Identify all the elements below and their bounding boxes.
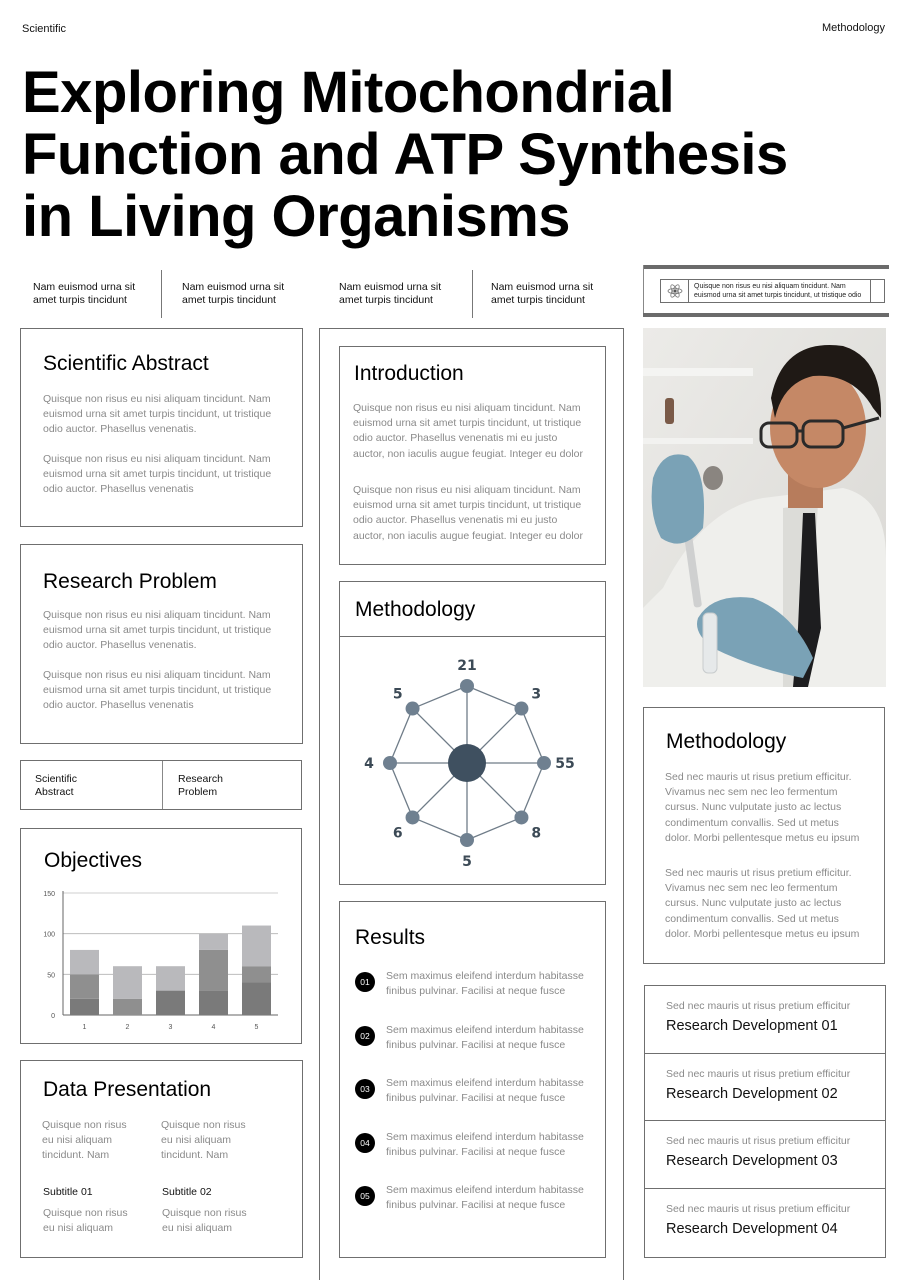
info-line: amet turpis tincidunt xyxy=(339,294,433,306)
info-line: amet turpis tincidunt xyxy=(491,294,585,306)
svg-text:0: 0 xyxy=(51,1013,55,1020)
section-title: Results xyxy=(355,926,426,949)
info-line: Nam euismod urna sit xyxy=(339,281,442,293)
header-left-label: Scientific xyxy=(22,23,67,35)
info-line: amet turpis tincidunt xyxy=(33,294,127,306)
research-problem-card xyxy=(20,544,303,744)
subtitle-01-text: Quisque non risus eu nisi aliquam xyxy=(43,1207,128,1235)
divider xyxy=(340,636,605,637)
result-number-badge: 05 xyxy=(355,1186,375,1206)
methodology-paragraph: Sed nec mauris ut risus pretium efficitur. Vivamus nec sem nec leo fermentum cursus. Nunc vulputate justo ac lectus condimentum convallis. Sed ut metus dolor. Morbi pellentesque metus eu ipsum xyxy=(665,867,860,940)
data-col-2: Quisque non risus eu nisi aliquam tincidunt. Nam xyxy=(161,1119,246,1162)
data-presentation-card xyxy=(20,1060,303,1258)
svg-text:3: 3 xyxy=(531,686,542,703)
section-title: Scientific Abstract xyxy=(43,352,209,375)
title-line: Function and ATP Synthesis xyxy=(22,122,788,187)
atom-icon xyxy=(661,280,689,302)
tab-scientific-abstract[interactable]: Scientific Abstract xyxy=(35,773,78,798)
intro-paragraph: Quisque non risus eu nisi aliquam tincidunt. Nam euismod urna sit amet turpis tincidunt, ut tristique odio auctor. Phasellus venenatis mi eu justo auctor, non iaculis augue feugiat. Integer eu dolor xyxy=(353,402,583,460)
info-line: Nam euismod urna sit xyxy=(491,281,594,293)
result-number-badge: 04 xyxy=(355,1133,375,1153)
result-number-badge: 01 xyxy=(355,972,375,992)
header-right-label: Methodology xyxy=(822,22,885,34)
svg-text:50: 50 xyxy=(47,972,55,980)
info-line: amet turpis tincidunt xyxy=(182,294,276,306)
network-diagram xyxy=(340,638,605,884)
research-development-item[interactable]: Sed nec mauris ut risus pretium efficitur Research Development 01 xyxy=(645,986,885,1054)
research-development-item[interactable]: Sed nec mauris ut risus pretium efficitur Research Development 02 xyxy=(645,1054,885,1122)
info-strip-item xyxy=(491,281,593,307)
info-line: Nam euismod urna sit xyxy=(33,281,136,293)
legend-top-bar xyxy=(643,265,889,269)
page-title xyxy=(22,62,822,248)
divider xyxy=(870,280,871,302)
methodology-diagram-card xyxy=(339,581,606,885)
research-developments-list xyxy=(644,985,886,1258)
objectives-card xyxy=(20,828,302,1044)
divider xyxy=(162,761,163,809)
abstract-paragraph: Quisque non risus eu nisi aliquam tincidunt. Nam euismod urna sit amet turpis tincidunt, ut tristique odio auctor. Phasellus venenatis. xyxy=(43,393,272,436)
methodology-text-card xyxy=(643,707,885,964)
result-item xyxy=(355,972,600,1006)
svg-text:5: 5 xyxy=(462,854,472,870)
result-text: Sem maximus eleifend interdum habitasse finibus pulvinar. Facilisi at neque fusce xyxy=(386,970,584,998)
divider xyxy=(472,270,473,318)
result-text: Sem maximus eleifend interdum habitasse finibus pulvinar. Facilisi at neque fusce xyxy=(386,1130,584,1158)
section-title: Data Presentation xyxy=(43,1078,212,1101)
introduction-card xyxy=(339,346,606,565)
section-title: Research Problem xyxy=(43,570,217,593)
section-title: Introduction xyxy=(354,362,464,385)
result-item xyxy=(355,1130,600,1167)
section-tabs xyxy=(20,760,302,810)
svg-text:4: 4 xyxy=(364,756,374,772)
legend-bottom-bar xyxy=(643,313,889,317)
svg-text:8: 8 xyxy=(531,825,542,842)
svg-text:150: 150 xyxy=(43,891,55,898)
result-text: Sem maximus eleifend interdum habitasse finibus pulvinar. Facilisi at neque fusce xyxy=(386,1184,584,1212)
problem-paragraph: Quisque non risus eu nisi aliquam tincidunt. Nam euismod urna sit amet turpis tincidunt, ut tristique odio auctor. Phasellus venenatis. xyxy=(43,609,272,652)
title-line: in Living Organisms xyxy=(22,184,571,249)
data-col-1: Quisque non risus eu nisi aliquam tincidunt. Nam xyxy=(42,1119,127,1162)
svg-text:1: 1 xyxy=(82,1024,87,1031)
svg-text:100: 100 xyxy=(43,931,55,939)
svg-text:5: 5 xyxy=(254,1024,259,1031)
section-title: Objectives xyxy=(44,849,143,872)
info-strip-item xyxy=(339,281,441,307)
legend-text xyxy=(694,282,864,300)
tab-research-problem[interactable]: Research Problem xyxy=(178,773,223,798)
research-development-item[interactable]: Sed nec mauris ut risus pretium efficitur Research Development 04 xyxy=(666,1202,851,1237)
info-strip-item xyxy=(182,281,284,307)
problem-paragraph: Quisque non risus eu nisi aliquam tincidunt. Nam euismod urna sit amet turpis tincidunt, ut tristique odio auctor. Phasellus venenatis xyxy=(43,669,272,712)
result-number-badge: 02 xyxy=(355,1026,375,1046)
svg-text:21: 21 xyxy=(457,658,477,674)
methodology-paragraph: Sed nec mauris ut risus pretium efficitur. Vivamus nec sem nec leo fermentum cursus. Nunc vulputate justo ac lectus condimentum convallis. Sed ut metus dolor. Morbi pellentesque metus eu ipsum xyxy=(665,771,860,844)
scientist-photo xyxy=(643,328,886,687)
subtitle-02-text: Quisque non risus eu nisi aliquam xyxy=(162,1207,247,1235)
legend-box xyxy=(660,279,885,303)
svg-text:3: 3 xyxy=(168,1024,173,1031)
title-line: Exploring Mitochondrial xyxy=(22,60,675,125)
research-development-item[interactable]: Sed nec mauris ut risus pretium efficitur Research Development 03 xyxy=(645,1121,885,1189)
section-title: Methodology xyxy=(666,730,787,753)
intro-paragraph: Quisque non risus eu nisi aliquam tincidunt. Nam euismod urna sit amet turpis tincidunt, ut tristique odio auctor. Phasellus venenatis mi eu justo auctor, non iaculis augue feugiat. Integer eu dolor xyxy=(353,484,583,542)
abstract-paragraph: Quisque non risus eu nisi aliquam tincidunt. Nam euismod urna sit amet turpis tincidunt, ut tristique odio auctor. Phasellus venenatis xyxy=(43,453,272,496)
subtitle-02: Subtitle 02 xyxy=(162,1186,212,1198)
svg-text:6: 6 xyxy=(392,825,403,842)
svg-text:4: 4 xyxy=(211,1024,216,1031)
subtitle-01: Subtitle 01 xyxy=(43,1186,93,1198)
svg-text:5: 5 xyxy=(392,686,403,703)
abstract-card xyxy=(20,328,303,527)
result-text: Sem maximus eleifend interdum habitasse finibus pulvinar. Facilisi at neque fusce xyxy=(386,1077,584,1105)
result-item xyxy=(355,1079,600,1113)
result-item xyxy=(355,1186,600,1220)
info-line: Nam euismod urna sit xyxy=(182,281,285,293)
legend-line: Quisque non risus eu nisi aliquam tincidunt. Nam xyxy=(694,283,846,290)
info-strip-item xyxy=(33,281,135,307)
divider xyxy=(161,270,162,318)
svg-text:2: 2 xyxy=(125,1024,130,1031)
result-text: Sem maximus eleifend interdum habitasse finibus pulvinar. Facilisi at neque fusce xyxy=(386,1023,584,1051)
results-card xyxy=(339,901,606,1258)
section-title: Methodology xyxy=(355,598,476,621)
legend-line: euismod urna sit amet turpis tincidunt, ut tristique odio xyxy=(694,292,862,299)
legend-left-edge xyxy=(643,265,644,317)
svg-text:55: 55 xyxy=(555,756,575,772)
result-number-badge: 03 xyxy=(355,1079,375,1099)
result-item xyxy=(355,1023,600,1060)
stacked-bar-chart xyxy=(21,879,301,1039)
